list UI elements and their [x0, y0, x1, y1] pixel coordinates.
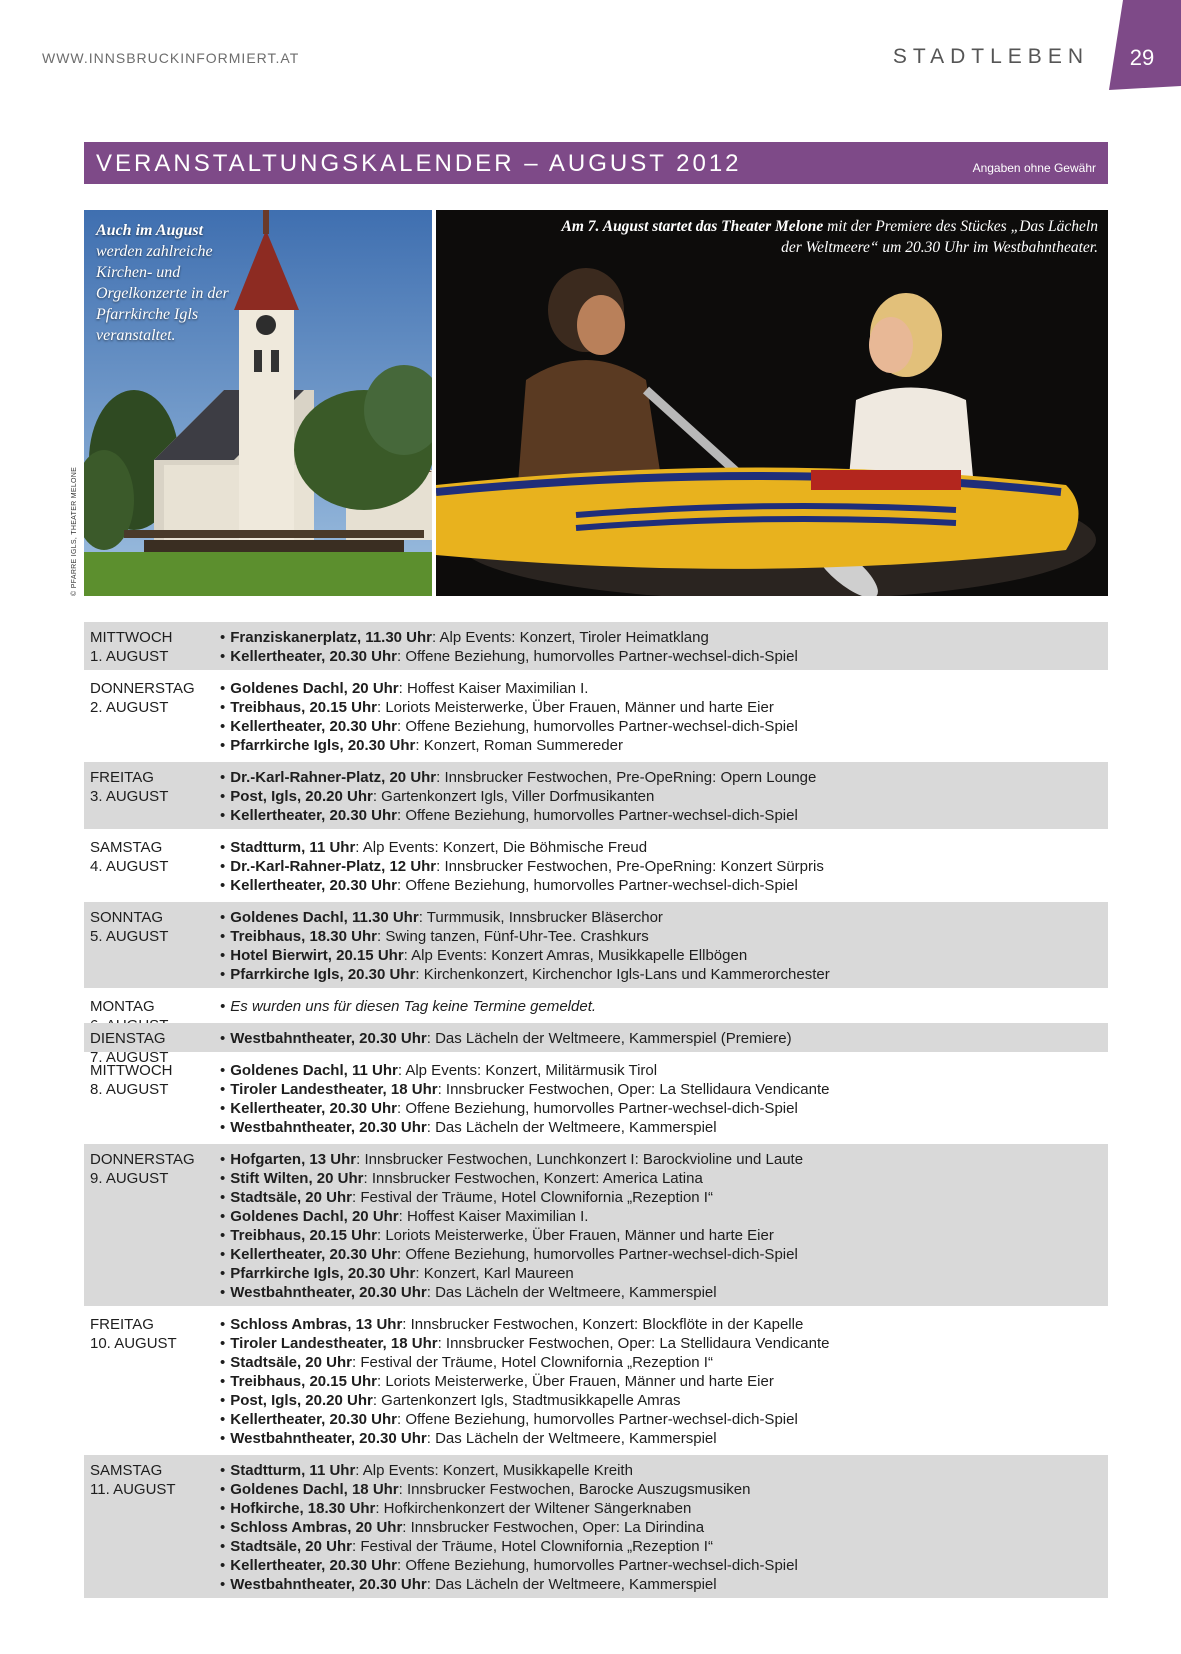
date: 10. AUGUST	[90, 1335, 177, 1352]
event-description: : Swing tanzen, Fünf-Uhr-Tee. Crashkurs	[377, 928, 649, 945]
event-item	[220, 1099, 1108, 1118]
event-description: : Innsbrucker Festwochen, Lunchkonzert I: Barockvioline und Laute	[356, 1151, 804, 1168]
event-item	[220, 997, 1108, 1016]
event-venue-time: Schloss Ambras, 13 Uhr	[230, 1316, 403, 1333]
event-description: : Hofkirchenkonzert der Wiltener Sängerknaben	[375, 1500, 692, 1517]
event-item	[220, 717, 1108, 736]
date: 5. AUGUST	[90, 928, 169, 945]
event-item	[220, 1061, 1108, 1080]
event-item	[220, 628, 1108, 647]
event-description: : Offene Beziehung, humorvolles Partner-wechsel-dich-Spiel	[397, 648, 798, 665]
event-list	[220, 628, 1108, 666]
event-description: : Gartenkonzert Igls, Viller Dorfmusikanten	[372, 788, 655, 805]
weekday: SONNTAG	[90, 909, 164, 926]
disclaimer-note: Angaben ohne Gewähr	[972, 161, 1096, 175]
day-label	[90, 1461, 220, 1499]
event-item	[220, 927, 1108, 946]
day-label	[90, 1150, 220, 1188]
event-description: : Das Lächeln der Weltmeere, Kammerspiel	[426, 1119, 717, 1136]
event-venue-time: Goldenes Dachl, 20 Uhr	[230, 1208, 399, 1225]
event-item	[220, 1537, 1108, 1556]
event-list	[220, 1150, 1108, 1302]
event-item	[220, 1150, 1108, 1169]
event-description: : Alp Events: Konzert, Tiroler Heimatklang	[432, 629, 709, 646]
event-description: : Innsbrucker Festwochen, Pre-OpeRning: Opern Lounge	[436, 769, 817, 786]
event-list	[220, 908, 1108, 984]
event-list	[220, 997, 1108, 1016]
event-description: : Innsbrucker Festwochen, Pre-OpeRning: Konzert Sürpris	[436, 858, 824, 875]
event-item	[220, 1226, 1108, 1245]
event-description: : Offene Beziehung, humorvolles Partner-wechsel-dich-Spiel	[397, 1246, 798, 1263]
weekday: DIENSTAG	[90, 1030, 166, 1047]
event-venue-time: Kellertheater, 20.30 Uhr	[230, 1246, 398, 1263]
weekday: FREITAG	[90, 1316, 154, 1333]
theater-caption-lead: Am 7. August startet das Theater Melone	[561, 218, 824, 235]
event-venue-time: Stadtsäle, 20 Uhr	[230, 1354, 352, 1371]
event-description: : Das Lächeln der Weltmeere, Kammerspiel (Premiere)	[426, 1030, 792, 1047]
event-venue-time: Kellertheater, 20.30 Uhr	[230, 877, 398, 894]
event-description: : Loriots Meisterwerke, Über Frauen, Männer und harte Eier	[377, 1373, 774, 1390]
event-venue-time: Pfarrkirche Igls, 20.30 Uhr	[230, 1265, 416, 1282]
date: 2. AUGUST	[90, 699, 169, 716]
event-description: : Hoffest Kaiser Maximilian I.	[398, 1208, 589, 1225]
event-venue-time: Hofgarten, 13 Uhr	[230, 1151, 357, 1168]
event-venue-time: Tiroler Landestheater, 18 Uhr	[230, 1081, 438, 1098]
event-item	[220, 838, 1108, 857]
event-list	[220, 1461, 1108, 1594]
event-item	[220, 1410, 1108, 1429]
event-venue-time: Stadtturm, 11 Uhr	[230, 1462, 356, 1479]
day-row	[84, 622, 1108, 673]
event-venue-time: Kellertheater, 20.30 Uhr	[230, 1557, 398, 1574]
event-item	[220, 1169, 1108, 1188]
event-item	[220, 1283, 1108, 1302]
event-venue-time: Kellertheater, 20.30 Uhr	[230, 648, 398, 665]
event-venue-time: Kellertheater, 20.30 Uhr	[230, 807, 398, 824]
event-item	[220, 736, 1108, 755]
event-item	[220, 806, 1108, 825]
event-item	[220, 1118, 1108, 1137]
event-description: : Konzert, Roman Summereder	[415, 737, 623, 754]
event-description: Es wurden uns für diesen Tag keine Termine gemeldet.	[230, 998, 597, 1015]
event-description: : Loriots Meisterwerke, Über Frauen, Männer und harte Eier	[377, 699, 774, 716]
event-item	[220, 1245, 1108, 1264]
day-label	[90, 838, 220, 876]
event-venue-time: Westbahntheater, 20.30 Uhr	[230, 1119, 427, 1136]
event-venue-time: Treibhaus, 20.15 Uhr	[230, 699, 377, 716]
event-item	[220, 1029, 1108, 1048]
event-item	[220, 768, 1108, 787]
event-description: : Innsbrucker Festwochen, Barocke Auszugsmusiken	[398, 1481, 751, 1498]
event-item	[220, 876, 1108, 895]
event-venue-time: Stadtturm, 11 Uhr	[230, 839, 356, 856]
event-venue-time: Post, Igls, 20.20 Uhr	[230, 788, 373, 805]
event-description: : Festival der Träume, Hotel Clowniforni​a „Rezeption I“	[351, 1189, 713, 1206]
event-venue-time: Westbahntheater, 20.30 Uhr	[230, 1284, 427, 1301]
event-venue-time: Hofkirche, 18.30 Uhr	[230, 1500, 376, 1517]
event-description: : Offene Beziehung, humorvolles Partner-wechsel-dich-Spiel	[397, 1100, 798, 1117]
event-venue-time: Stadtsäle, 20 Uhr	[230, 1189, 352, 1206]
day-row	[84, 673, 1108, 762]
event-list	[220, 768, 1108, 825]
date: 11. AUGUST	[90, 1481, 176, 1498]
event-description: : Loriots Meisterwerke, Über Frauen, Männer und harte Eier	[377, 1227, 774, 1244]
event-description: : Das Lächeln der Weltmeere, Kammerspiel	[426, 1576, 717, 1593]
day-row	[84, 1455, 1108, 1601]
event-description: : Festival der Träume, Hotel Clowniforni​a „Rezeption I“	[351, 1354, 713, 1371]
event-item	[220, 857, 1108, 876]
event-description: : Hoffest Kaiser Maximilian I.	[398, 680, 589, 697]
event-calendar	[84, 622, 1108, 1601]
event-item	[220, 1391, 1108, 1410]
event-venue-time: Pfarrkirche Igls, 20.30 Uhr	[230, 966, 416, 983]
event-item	[220, 946, 1108, 965]
event-list	[220, 1029, 1108, 1048]
event-list	[220, 679, 1108, 755]
section-title: STADTLEBEN	[892, 45, 1089, 68]
weekday: SAMSTAG	[90, 1462, 163, 1479]
day-row	[84, 991, 1108, 1023]
event-item	[220, 1188, 1108, 1207]
event-list	[220, 838, 1108, 895]
event-description: : Innsbrucker Festwochen, Konzert: America Latina	[363, 1170, 703, 1187]
event-venue-time: Kellertheater, 20.30 Uhr	[230, 1411, 398, 1428]
event-venue-time: Treibhaus, 20.15 Uhr	[230, 1227, 377, 1244]
event-venue-time: Kellertheater, 20.30 Uhr	[230, 718, 398, 735]
event-item	[220, 1575, 1108, 1594]
event-description: : Alp Events: Konzert Amras, Musikkapelle Ellbögen	[403, 947, 748, 964]
weekday: MONTAG	[90, 998, 155, 1015]
event-item	[220, 1480, 1108, 1499]
event-description: : Innsbrucker Festwochen, Oper: La Stellidaura Vendicante	[437, 1081, 830, 1098]
event-item	[220, 1499, 1108, 1518]
event-venue-time: Dr.-Karl-Rahner-Platz, 12 Uhr	[230, 858, 437, 875]
event-description: : Offene Beziehung, humorvolles Partner-wechsel-dich-Spiel	[397, 718, 798, 735]
event-description: : Offene Beziehung, humorvolles Partner-wechsel-dich-Spiel	[397, 1557, 798, 1574]
weekday: DONNERSTAG	[90, 680, 195, 697]
event-description: : Alp Events: Konzert, Die Böhmische Freud	[355, 839, 648, 856]
event-venue-time: Franziskanerplatz, 11.30 Uhr	[230, 629, 433, 646]
date: 3. AUGUST	[90, 788, 169, 805]
day-label	[90, 628, 220, 666]
event-description: : Offene Beziehung, humorvolles Partner-wechsel-dich-Spiel	[397, 877, 798, 894]
event-venue-time: Dr.-Karl-Rahner-Platz, 20 Uhr	[230, 769, 437, 786]
event-item	[220, 1353, 1108, 1372]
event-description: : Innsbrucker Festwochen, Oper: La Stellidaura Vendicante	[437, 1335, 830, 1352]
date: 1. AUGUST	[90, 648, 169, 665]
weekday: MITTWOCH	[90, 629, 173, 646]
event-item	[220, 787, 1108, 806]
event-item	[220, 647, 1108, 666]
event-description: : Offene Beziehung, humorvolles Partner-wechsel-dich-Spiel	[397, 1411, 798, 1428]
event-description: : Gartenkonzert Igls, Stadtmusikkapelle Amras	[372, 1392, 681, 1409]
event-venue-time: Westbahntheater, 20.30 Uhr	[230, 1576, 427, 1593]
day-row	[84, 1144, 1108, 1309]
event-description: : Alp Events: Konzert, Militärmusik Tirol	[397, 1062, 658, 1079]
weekday: DONNERSTAG	[90, 1151, 195, 1168]
date: 7. AUGUST	[90, 1049, 169, 1066]
event-item	[220, 1264, 1108, 1283]
event-venue-time: Stift Wilten, 20 Uhr	[230, 1170, 364, 1187]
event-venue-time: Pfarrkirche Igls, 20.30 Uhr	[230, 737, 416, 754]
date: 4. AUGUST	[90, 858, 169, 875]
event-item	[220, 1556, 1108, 1575]
event-item	[220, 1315, 1108, 1334]
photo-credit: © PFARRE IGLS, THEATER MELONE	[71, 466, 78, 596]
day-row	[84, 762, 1108, 832]
event-venue-time: Treibhaus, 20.15 Uhr	[230, 1373, 377, 1390]
theater-caption	[538, 216, 1098, 258]
event-item	[220, 1461, 1108, 1480]
weekday: FREITAG	[90, 769, 154, 786]
calendar-title-bar	[84, 142, 1108, 184]
event-description: : Offene Beziehung, humorvolles Partner-wechsel-dich-Spiel	[397, 807, 798, 824]
event-description: : Alp Events: Konzert, Musikkapelle Kreith	[355, 1462, 633, 1479]
event-item	[220, 1080, 1108, 1099]
event-item	[220, 1518, 1108, 1537]
event-description: : Konzert, Karl Maureen	[415, 1265, 574, 1282]
event-item	[220, 1207, 1108, 1226]
event-venue-time: Treibhaus, 18.30 Uhr	[230, 928, 377, 945]
day-row	[84, 832, 1108, 902]
event-item	[220, 698, 1108, 717]
event-item	[220, 1372, 1108, 1391]
day-label	[90, 908, 220, 946]
day-label	[90, 1061, 220, 1099]
day-label	[90, 679, 220, 717]
event-description: : Innsbrucker Festwochen, Konzert: Blockflöte in der Kapelle	[402, 1316, 804, 1333]
event-item	[220, 1334, 1108, 1353]
weekday: SAMSTAG	[90, 839, 163, 856]
event-venue-time: Tiroler Landestheater, 18 Uhr	[230, 1335, 438, 1352]
church-caption-lead: Auch im August	[96, 222, 204, 239]
day-row	[84, 902, 1108, 991]
theater-caption-text: mit der Premiere des Stückes „Das Lächeln der Weltmeere“ um 20.30 Uhr im Westbahntheater.	[781, 218, 1098, 256]
theater-illustration	[436, 210, 1108, 596]
event-venue-time: Post, Igls, 20.20 Uhr	[230, 1392, 373, 1409]
event-description: : Innsbrucker Festwochen, Oper: La Dirindina	[402, 1519, 705, 1536]
calendar-title: VERANSTALTUNGSKALENDER – AUGUST 2012	[96, 150, 742, 177]
church-caption	[96, 220, 246, 346]
event-venue-time: Hotel Bierwirt, 20.15 Uhr	[230, 947, 404, 964]
event-venue-time: Westbahntheater, 20.30 Uhr	[230, 1430, 427, 1447]
weekday: MITTWOCH	[90, 1062, 173, 1079]
event-item	[220, 965, 1108, 984]
event-venue-time: Kellertheater, 20.30 Uhr	[230, 1100, 398, 1117]
event-venue-time: Schloss Ambras, 20 Uhr	[230, 1519, 403, 1536]
event-description: : Kirchenkonzert, Kirchenchor Igls-Lans und Kammerorchester	[415, 966, 830, 983]
day-row	[84, 1055, 1108, 1144]
church-caption-text: werden zahlreiche Kirchen- und Orgelkonzerte in der Pfarrkirche Igls veranstaltet.	[96, 243, 229, 344]
page-number: 29	[1129, 45, 1155, 70]
event-venue-time: Goldenes Dachl, 11.30 Uhr	[230, 909, 419, 926]
event-venue-time: Goldenes Dachl, 20 Uhr	[230, 680, 399, 697]
site-url[interactable]: WWW.INNSBRUCKINFORMIERT.AT	[42, 50, 300, 66]
date: 9. AUGUST	[90, 1170, 169, 1187]
event-description: : Das Lächeln der Weltmeere, Kammerspiel	[426, 1284, 717, 1301]
date: 8. AUGUST	[90, 1081, 169, 1098]
event-venue-time: Stadtsäle, 20 Uhr	[230, 1538, 352, 1555]
event-description: : Turmmusik, Innsbrucker Bläserchor	[418, 909, 663, 926]
event-venue-time: Westbahntheater, 20.30 Uhr	[230, 1030, 427, 1047]
event-venue-time: Goldenes Dachl, 18 Uhr	[230, 1481, 399, 1498]
event-description: : Festival der Träume, Hotel Clowniforni​a „Rezeption I“	[351, 1538, 713, 1555]
church-photo	[84, 210, 432, 596]
event-item	[220, 908, 1108, 927]
event-venue-time: Goldenes Dachl, 11 Uhr	[230, 1062, 398, 1079]
event-item	[220, 679, 1108, 698]
event-list	[220, 1315, 1108, 1448]
theater-photo	[436, 210, 1108, 596]
event-item	[220, 1429, 1108, 1448]
day-row	[84, 1309, 1108, 1455]
day-row	[84, 1023, 1108, 1066]
event-description: : Das Lächeln der Weltmeere, Kammerspiel	[426, 1430, 717, 1447]
day-label	[90, 1315, 220, 1353]
event-list	[220, 1061, 1108, 1137]
day-label	[90, 768, 220, 806]
